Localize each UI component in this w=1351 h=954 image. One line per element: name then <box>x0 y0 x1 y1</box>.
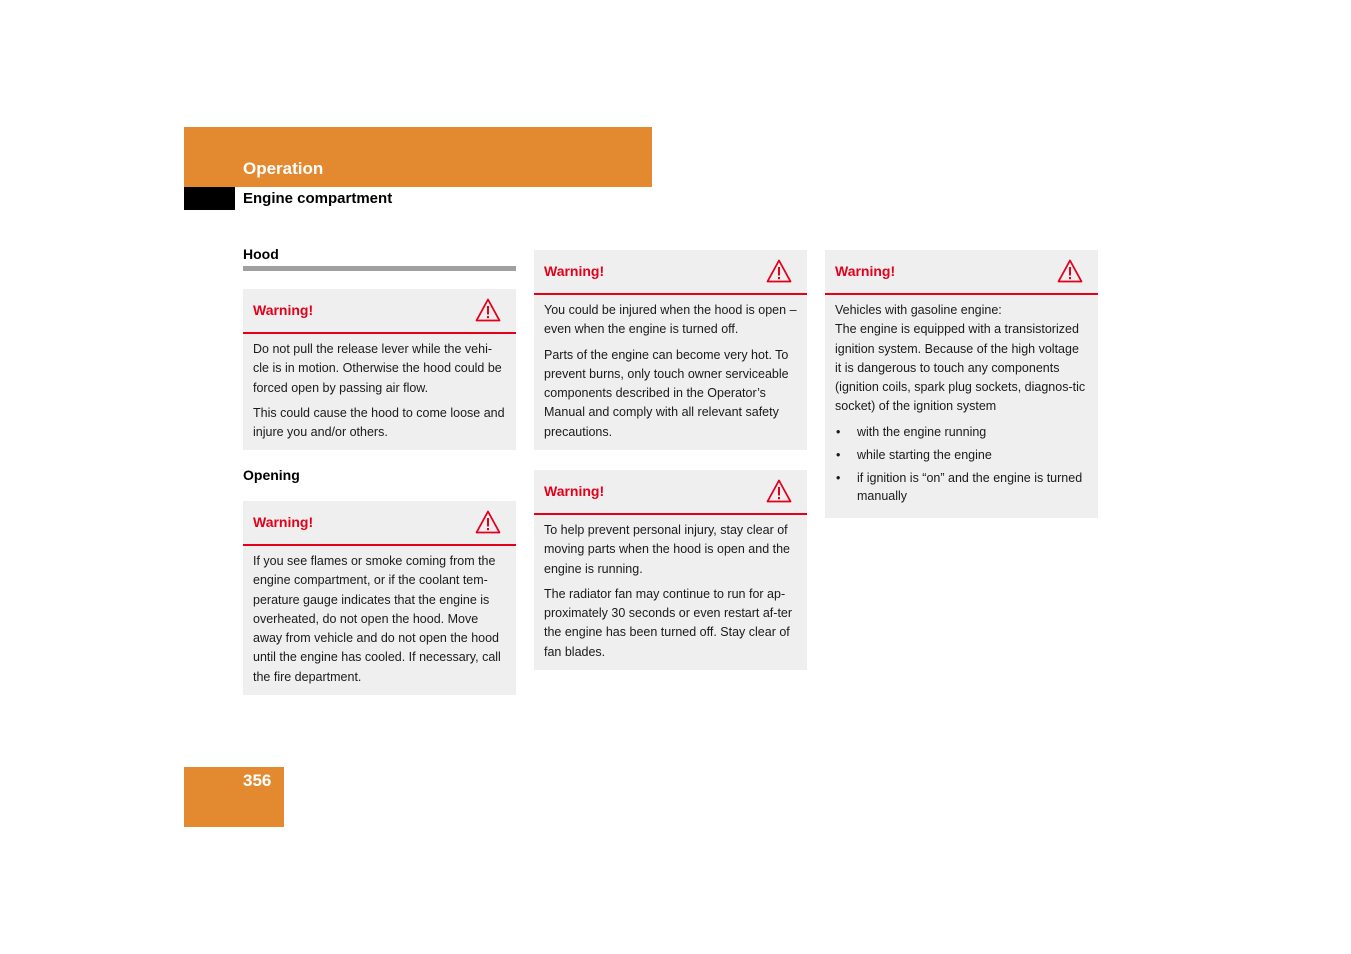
warning-label: Warning! <box>544 483 605 499</box>
warning-label: Warning! <box>544 263 605 279</box>
warning-box-hot-parts <box>534 250 807 450</box>
warning-triangle-icon <box>475 298 501 322</box>
heading-hood: Hood <box>243 246 279 262</box>
warning-triangle-icon <box>1057 259 1083 283</box>
warning-header <box>534 250 807 295</box>
warning-text: Do not pull the release lever while the vehi-cle is in motion. Otherwise the hood could be forced open by passing air flow. <box>253 342 502 395</box>
list-item: • with the engine running <box>835 423 1088 441</box>
section-title: Operation <box>243 159 324 178</box>
warning-label: Warning! <box>253 302 314 318</box>
warning-box-ignition <box>825 250 1098 518</box>
warning-text: To help prevent personal injury, stay clear of moving parts when the hood is open and the engine is running. <box>544 523 791 576</box>
warning-body <box>243 334 516 450</box>
warning-text: This could cause the hood to come loose and injure you and/or others. <box>253 405 505 440</box>
hood-divider <box>243 266 516 271</box>
warning-text: If you see flames or smoke coming from the engine compartment, or if the coolant tem-perature gauge indicates that the engine is overheated, do not open the hood. Move away from vehicle and do not open the hood until the engine has cooled. If necessary, call the fire department. <box>253 554 501 684</box>
section-marker <box>184 187 235 210</box>
warning-body <box>534 515 807 670</box>
warning-text: The engine is equipped with a transistorized ignition system. Because of the high voltage it is dangerous to touch any components (ignition coils, spark plug sockets, diagnos-tic socket) of the ignition system <box>835 322 1086 414</box>
warning-triangle-icon <box>766 479 792 503</box>
warning-box-overheat <box>243 501 516 695</box>
warning-bullet-list <box>835 423 1088 505</box>
warning-label: Warning! <box>835 263 896 279</box>
warning-header <box>243 501 516 546</box>
warning-header <box>534 470 807 515</box>
list-item: • if ignition is “on” and the engine is turned manually <box>835 469 1088 505</box>
warning-box-moving-parts <box>534 470 807 670</box>
heading-opening: Opening <box>243 467 300 483</box>
warning-body <box>825 295 1098 518</box>
warning-body <box>534 295 807 450</box>
warning-text: You could be injured when the hood is open – even when the engine is turned off. <box>544 303 797 337</box>
warning-text: The radiator fan may continue to run for ap-proximately 30 seconds or even restart af-ter the engine has been turned off. Stay clear of fan blades. <box>544 586 793 659</box>
warning-label: Warning! <box>253 514 314 530</box>
warning-box-release-lever <box>243 289 516 450</box>
list-item: • while starting the engine <box>835 446 1088 464</box>
warning-triangle-icon <box>766 259 792 283</box>
warning-triangle-icon <box>475 510 501 534</box>
warning-text: Parts of the engine can become very hot. To prevent burns, only touch owner serviceable components described in the Operator’s Manual and comply with all relevant safety precautions. <box>544 347 789 439</box>
warning-body <box>243 546 516 695</box>
warning-header <box>825 250 1098 295</box>
page-number: 356 <box>243 771 272 790</box>
warning-header <box>243 289 516 334</box>
warning-text: Vehicles with gasoline engine: <box>835 303 1002 317</box>
page-subtitle: Engine compartment <box>243 190 393 207</box>
